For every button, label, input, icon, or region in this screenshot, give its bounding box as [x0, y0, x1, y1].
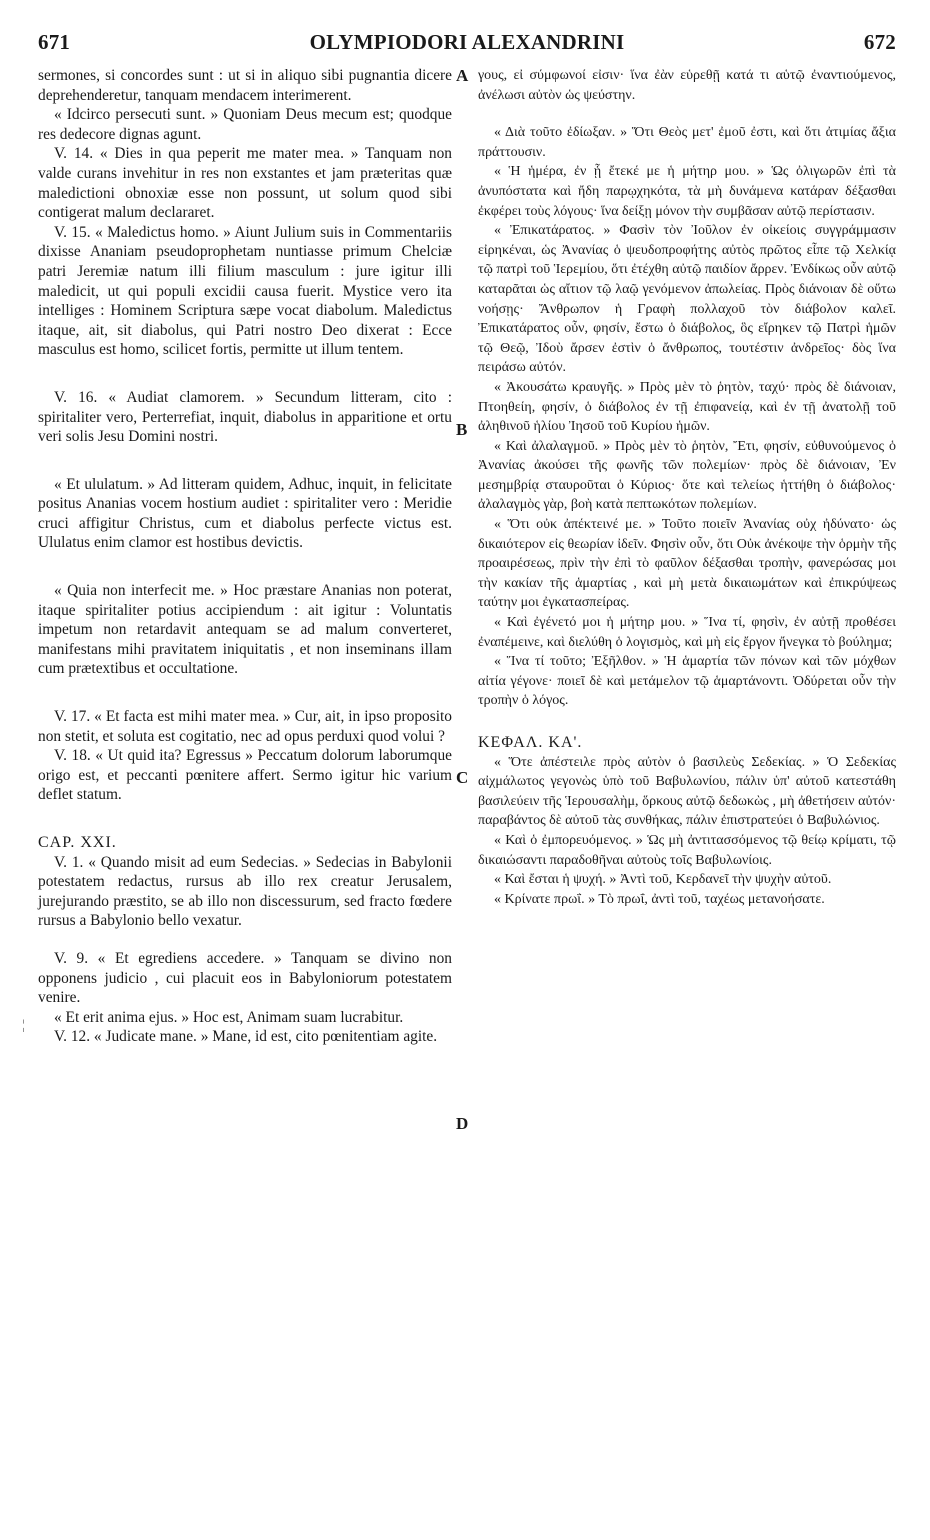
greek-paragraph: « Κρίνατε πρωΐ. » Τὸ πρωΐ, ἀντὶ τοῦ, ταχέως μετανοήσατε.: [494, 891, 825, 907]
latin-paragraph: V. 12. « Judicate mane. » Mane, id est, cito pœnitentiam agite.: [54, 1028, 438, 1046]
greek-paragraph: γους, εἰ σύμφωνοί εἰσιν· ἵνα ἐὰν εὑρεθῇ κατά τι αὑτῷ ἐναντιούμενος, ἀνέλωσι αὐτὸν ὡς ψεύστην.: [478, 68, 896, 103]
latin-column: [38, 66, 452, 1047]
chapter-heading-latin: CAP. XXI.: [38, 834, 117, 851]
greek-column: [478, 66, 896, 909]
running-title: OLYMPIODORI ALEXANDRINI: [309, 30, 625, 54]
greek-paragraph: « Ἵνα τί τοῦτο; Ἐξῆλθον. » Ἡ ἁμαρτία τῶν πόνων καὶ τῶν μόχθων αἰτία γέγονε· ποιεῖ δὲ καὶ μετάμελον τῷ ἁμαρτάνοντι. Ὀδύρεται οὖν τὴν τροπὴν ὁ λόγος.: [478, 654, 896, 709]
running-header: [38, 30, 896, 60]
latin-paragraph: V. 16. « Audiat clamorem. » Secundum litteram, cito : spiritaliter vero, Perterrefiat, inquit, diabolus in apparitione et ortu veri solis Jesu Domini nostri.: [38, 388, 452, 446]
margin-letter-b: B: [456, 420, 468, 439]
latin-paragraph: V. 9. « Et egrediens accedere. » Tanquam se divino non opponens judicio , cui placuit eos in Babyloniorum potestatem venire.: [38, 949, 452, 1007]
greek-paragraph: « Ὅτι οὐκ ἀπέκτεινέ με. » Τοῦτο ποιεῖν Ἀνανίας οὐχ ἠδύνατο· ὡς δικαιότερον εἰς θεωρίαν ἰδεῖν. Φησὶν οὖν, ὅτι Οὐκ ἀνέκοψε τὴν ὁρμὴν τῆς προαιρέσεως, πρὶν τὴν ἐπὶ τὸ φαῦλον δέξασθαι τροπὴν, φανερώσας μοι τὴν κακίαν τῆς ἁμαρτίας , καὶ μὴ μετὰ δικαιωμάτων καὶ ἐπικρύψεως ταύτην μοι ἐγκατασπείρας.: [478, 517, 896, 611]
greek-paragraph: « Καὶ ἔσται ἡ ψυχή. » Ἀντὶ τοῦ, Κερδανεῖ τὴν ψυχὴν αὐτοῦ.: [494, 872, 832, 888]
latin-paragraph: V. 17. « Et facta est mihi mater mea. » Cur, ait, in ipso proposito non stetit, et soluta est cogitatio, nec ad opus perduxi quod volui ?: [38, 708, 452, 745]
greek-paragraph: « Ἡ ἡμέρα, ἐν ᾗ ἔτεκέ με ἡ μήτηρ μου. » Ὡς ὀλιγωρῶν ἐπὶ τὰ ἀνυπόστατα καὶ ἤδη παρῳχηκότα, τὰ μὴ δυνάμενα κατάραν δέξασθαι ἐκφέρει τοὺς λόγους· ἵνα δείξῃ μόνον τὴν συμβᾶσαν αὐτῷ περίστασιν.: [478, 164, 896, 219]
margin-letter-a: A: [456, 66, 469, 85]
edge-mark: ¦: [22, 1018, 25, 1033]
latin-paragraph: V. 18. « Ut quid ita? Egressus » Peccatum dolorum laborumque origo est, et peccanti pœnitere affert. Sermo igitur hic varium deflet statum.: [38, 747, 452, 804]
greek-paragraph: « Ἐπικατάρατος. » Φασὶν τὸν Ἰοῦλον ἐν οἰκείοις συγγράμμασιν εἰρηκέναι, ὡς Ἀνανίας ὁ ψευδοπροφήτης αὐτὸς πρῶτος εἶπε τῷ Χελκίᾳ τῷ πατρὶ τοῦ Ἱερεμίου, ὅτι ἐτέχθη αὐτῷ παιδίον ἄρρεν. Ἐνδίκως οὖν αὐτῷ καταρᾶται ὡς αἴτιον τῷ λαῷ γενόμενον ἀπωλείας. Πρὸς διάνοιαν δὲ οὕτω νοήσῃς· Ἄνθρωπον ἡ Γραφὴ πολλαχοῦ τὸν διάβολον καλεῖ. Ἐπικατάρατος οὖν, φησίν, ἔστω ὁ διάβολος, ὃς εἴρηκεν τῷ Πατρὶ ἡμῶν τῷ Θεῷ, Ἰδοὺ ἄρσεν ἐστὶν ὁ ἄνθρωπος, τουτέστιν ἀνδρεῖος· δὸς ἵνα πειράσω αὐτόν.: [478, 223, 896, 376]
latin-paragraph: « Idcirco persecuti sunt. » Quoniam Deus mecum est; quodque res dedecore dignas agunt.: [38, 106, 452, 143]
latin-paragraph: « Et erit anima ejus. » Hoc est, Animam suam lucrabitur.: [54, 1008, 404, 1026]
page-number-left: 671: [38, 30, 71, 54]
latin-paragraph: « Et ululatum. » Ad litteram quidem, Adhuc, inquit, in felicitate positus Ananias vocem hostium audiet : spiritaliter vero : Meridie cruci affigitur Christus, cum et diabolus perfecte victus est. Ululatus enim clamor est hostibus devictis.: [38, 475, 452, 552]
greek-paragraph: « Καὶ ἐγένετό μοι ἡ μήτηρ μου. » Ἵνα τί, φησὶν, ἐν αὐτῇ προθέσει ἐναπέμεινε, καὶ διελύθη ὁ λογισμὸς, καὶ μὴ εἰς ἔργον ἤνεγκα τὸ βούλημα;: [478, 615, 896, 650]
page-number-right: 672: [863, 30, 896, 54]
latin-paragraph: sermones, si concordes sunt : ut si in aliquo sibi pugnantia dicere deprehenderetur, tanquam mendacem interimerent.: [38, 67, 452, 104]
latin-paragraph: V. 15. « Maledictus homo. » Aiunt Julium suis in Commentariis dixisse Ananiam pseudoprophetam nuntiasse primum Chelciæ patri Jeremiæ natum illi filium masculum : jure igitur illi maledicit, ut qui populi excidii causa fuerit. Mystice vero ita intelliges : Hominem Scriptura sæpe vocat diabolum. Maledictus itaque, ait, sit diabolus, qui Patri nostro Deo dixerat : Ecce masculus est homo, scilicet fortis, permitte ut illum tentem.: [38, 223, 452, 359]
latin-paragraph: V. 1. « Quando misit ad eum Sedecias. » Sedecias in Babylonii potestatem redactus, rursus ab illo rex creatur Jerusalem, jurejurando præstito, se ab illo non discessurum, sed fracto fœdere rursus a Babylonio bello vexatur.: [38, 853, 452, 930]
greek-paragraph: « Ἀκουσάτω κραυγῆς. » Πρὸς μὲν τὸ ῥητὸν, ταχύ· πρὸς δὲ διάνοιαν, Πτοηθείη, φησίν, ὁ διάβολος ἐν τῇ ἐπιφανείᾳ, καὶ ἐν τῇ ἀνατολῇ τοῦ ἀληθινοῦ ἡλίου Ἰησοῦ τοῦ Κυρίου ἡμῶν.: [478, 379, 896, 435]
margin-letter-d: D: [456, 1114, 469, 1133]
latin-paragraph: V. 14. « Dies in qua peperit me mater mea. » Tanquam non valde curans invehitur in res non exstantes et jam præteritas quæ maledictioni obnoxiæ esse non possunt, ut solum quod sibi contigerat malum declararet.: [38, 145, 452, 222]
greek-paragraph: « Καὶ ἀλαλαγμοῦ. » Πρὸς μὲν τὸ ῥητὸν, Ἔτι, φησίν, εὐθυνούμενος ὁ Ἀνανίας ἀκούσει τῆς φωνῆς τῶν πολεμίων· πρὸς δὲ διάνοιαν, Ἐν μεσημβρίᾳ σταυροῦται ὁ Κύριος· ὅτε καὶ τελείως ἡττήθη ὁ διάβολος· ἀλαλαγμὸς γὰρ, βοὴ κατὰ πεπτωκότων πολεμίων.: [478, 438, 896, 513]
chapter-heading-greek: ΚΕΦΑΛ. ΚΑ'.: [478, 734, 583, 751]
greek-paragraph: « Διὰ τοῦτο ἐδίωξαν. » Ὅτι Θεὸς μετ' ἐμοῦ ἐστι, καὶ ὅτι ἀτιμίας ἄξια πράττουσιν.: [478, 125, 896, 160]
margin-letter-c: C: [456, 768, 469, 787]
latin-paragraph: « Quia non interfecit me. » Hoc præstare Ananias non poterat, itaque spiritaliter potius accipiendum : ait igitur : Voluntatis impetum non retardavit antequam se ad malum converteret, manifestans mihi pravitatem iniquitatis , et non inseminans illam cum prætextibus et occultatione.: [38, 582, 452, 678]
greek-paragraph: « Καὶ ὁ ἐμπορευόμενος. » Ὡς μὴ ἀντιτασσόμενος τῷ θείῳ κρίματι, τῷ δικαιώσαντι παραδοθῆναι αὐτοὺς τοῖς Βαβυλωνίοις.: [478, 832, 896, 868]
greek-paragraph: « Ὅτε ἀπέστειλε πρὸς αὐτὸν ὁ βασιλεὺς Σεδεκίας. » Ὁ Σεδεκίας αἰχμάλωτος γεγονὼς ὑπὸ τοῦ Βαβυλωνίου, πάλιν ὑπ' αὐτοῦ κατεστάθη βασιλεύειν τῆς Ἱερουσαλὴμ, ὅρκους αὐτῷ δεδωκὼς , μὴ ἀθετήσειν αὐτόν· παραβάντος δὲ αὐτοῦ τὰς συνθήκας, πάλιν ἐπιστρατεύει ὁ Βαβυλώνιος.: [478, 754, 896, 829]
